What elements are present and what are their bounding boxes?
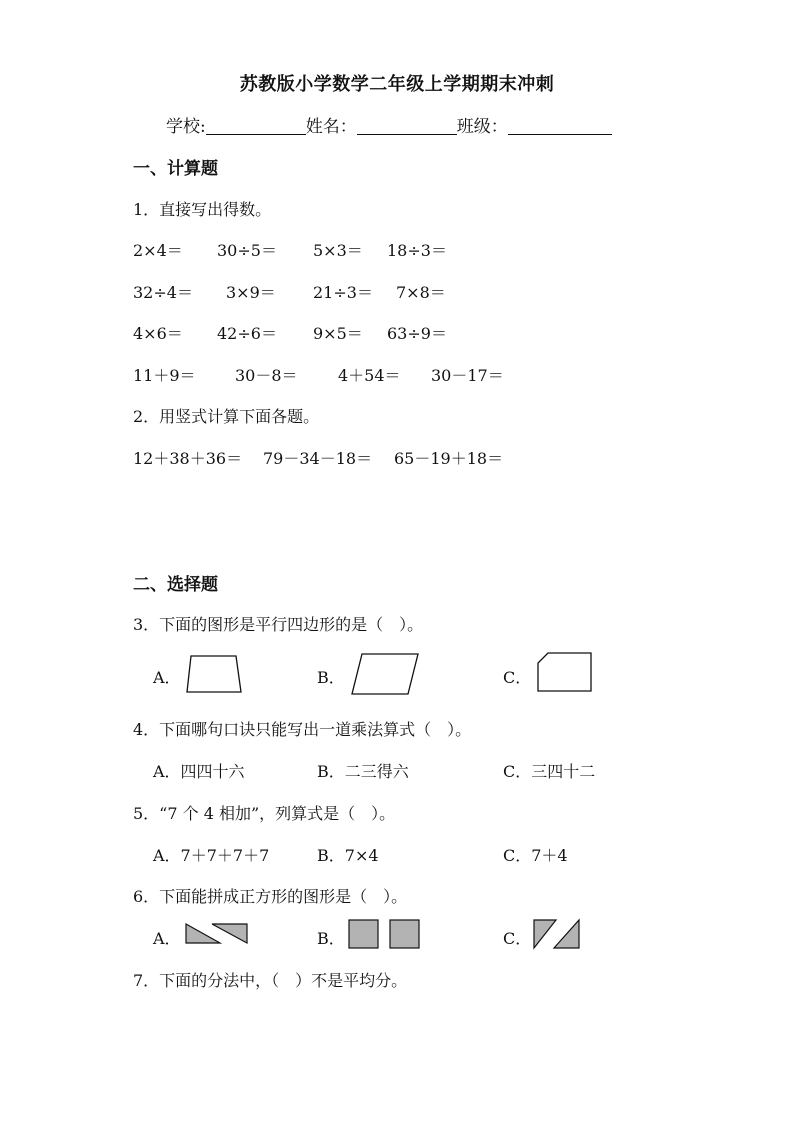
calc-item: 9×5＝ (313, 324, 363, 343)
cut-corner-rectangle-shape (536, 651, 594, 693)
question-6: 6．下面能拼成正方形的图形是（ ）。 (133, 887, 408, 906)
question-5: 5．“7 个 4 相加”，列算式是（ ）。 (133, 804, 396, 823)
two-squares-shape (347, 918, 421, 950)
calc-item: 4＋54＝ (338, 366, 401, 385)
name-blank[interactable] (357, 116, 457, 135)
school-label: 学校: (166, 117, 206, 137)
q4-option-c[interactable]: C．三四十二 (503, 762, 596, 781)
question-3: 3．下面的图形是平行四边形的是（ ）。 (133, 615, 424, 634)
two-triangles-square-shape (532, 918, 582, 950)
vertical-calc-item: 12＋38＋36＝ (133, 449, 243, 468)
q6-option-a[interactable]: A． (153, 929, 181, 948)
question-1: 1．直接写出得数。 (133, 200, 272, 219)
class-blank[interactable] (508, 116, 612, 135)
vertical-calc-item: 79－34－18＝ (263, 449, 373, 468)
q3-option-a[interactable]: A． (153, 668, 181, 687)
q6-option-b[interactable]: B． (317, 929, 345, 948)
calc-item: 30－17＝ (431, 366, 504, 385)
q3-option-c[interactable]: C． (503, 668, 532, 687)
question-2: 2．用竖式计算下面各题。 (133, 407, 320, 426)
q5-option-c[interactable]: C．7＋4 (503, 846, 568, 865)
student-info-line (166, 112, 612, 137)
section-heading-choice: 二、选择题 (133, 575, 218, 595)
calc-item: 32÷4＝ (133, 283, 193, 302)
q3-option-b[interactable]: B． (317, 668, 345, 687)
vertical-calc-item: 65－19＋18＝ (394, 449, 504, 468)
parallelogram-shape (350, 652, 422, 696)
q4-option-a[interactable]: A．四四十六 (153, 762, 245, 781)
calc-item: 21÷3＝ (313, 283, 373, 302)
trapezoid-shape (186, 654, 244, 694)
two-triangles-strip-shape (184, 922, 250, 946)
calc-item: 63÷9＝ (387, 324, 447, 343)
school-blank[interactable] (206, 116, 306, 135)
page-title: 苏教版小学数学二年级上学期期末冲刺 (239, 74, 555, 95)
calc-item: 30÷5＝ (217, 241, 277, 260)
q5-option-a[interactable]: A．7＋7＋7＋7 (153, 846, 270, 865)
calc-item: 11＋9＝ (133, 366, 196, 385)
calc-item: 42÷6＝ (217, 324, 277, 343)
calc-item: 3×9＝ (226, 283, 276, 302)
name-label: 姓名： (305, 117, 357, 137)
q5-option-b[interactable]: B．7×4 (317, 846, 379, 865)
calc-item: 30－8＝ (235, 366, 298, 385)
calc-item: 5×3＝ (313, 241, 363, 260)
question-4: 4．下面哪句口诀只能写出一道乘法算式（ ）。 (133, 720, 472, 739)
calc-item: 2×4＝ (133, 241, 183, 260)
calc-item: 7×8＝ (396, 283, 446, 302)
question-7: 7．下面的分法中，（ ）不是平均分。 (133, 971, 408, 990)
q4-option-b[interactable]: B．二三得六 (317, 762, 409, 781)
calc-item: 18÷3＝ (387, 241, 447, 260)
q6-option-c[interactable]: C． (503, 929, 532, 948)
section-heading-calc: 一、计算题 (133, 159, 218, 179)
class-label: 班级： (456, 117, 508, 137)
calc-item: 4×6＝ (133, 324, 183, 343)
